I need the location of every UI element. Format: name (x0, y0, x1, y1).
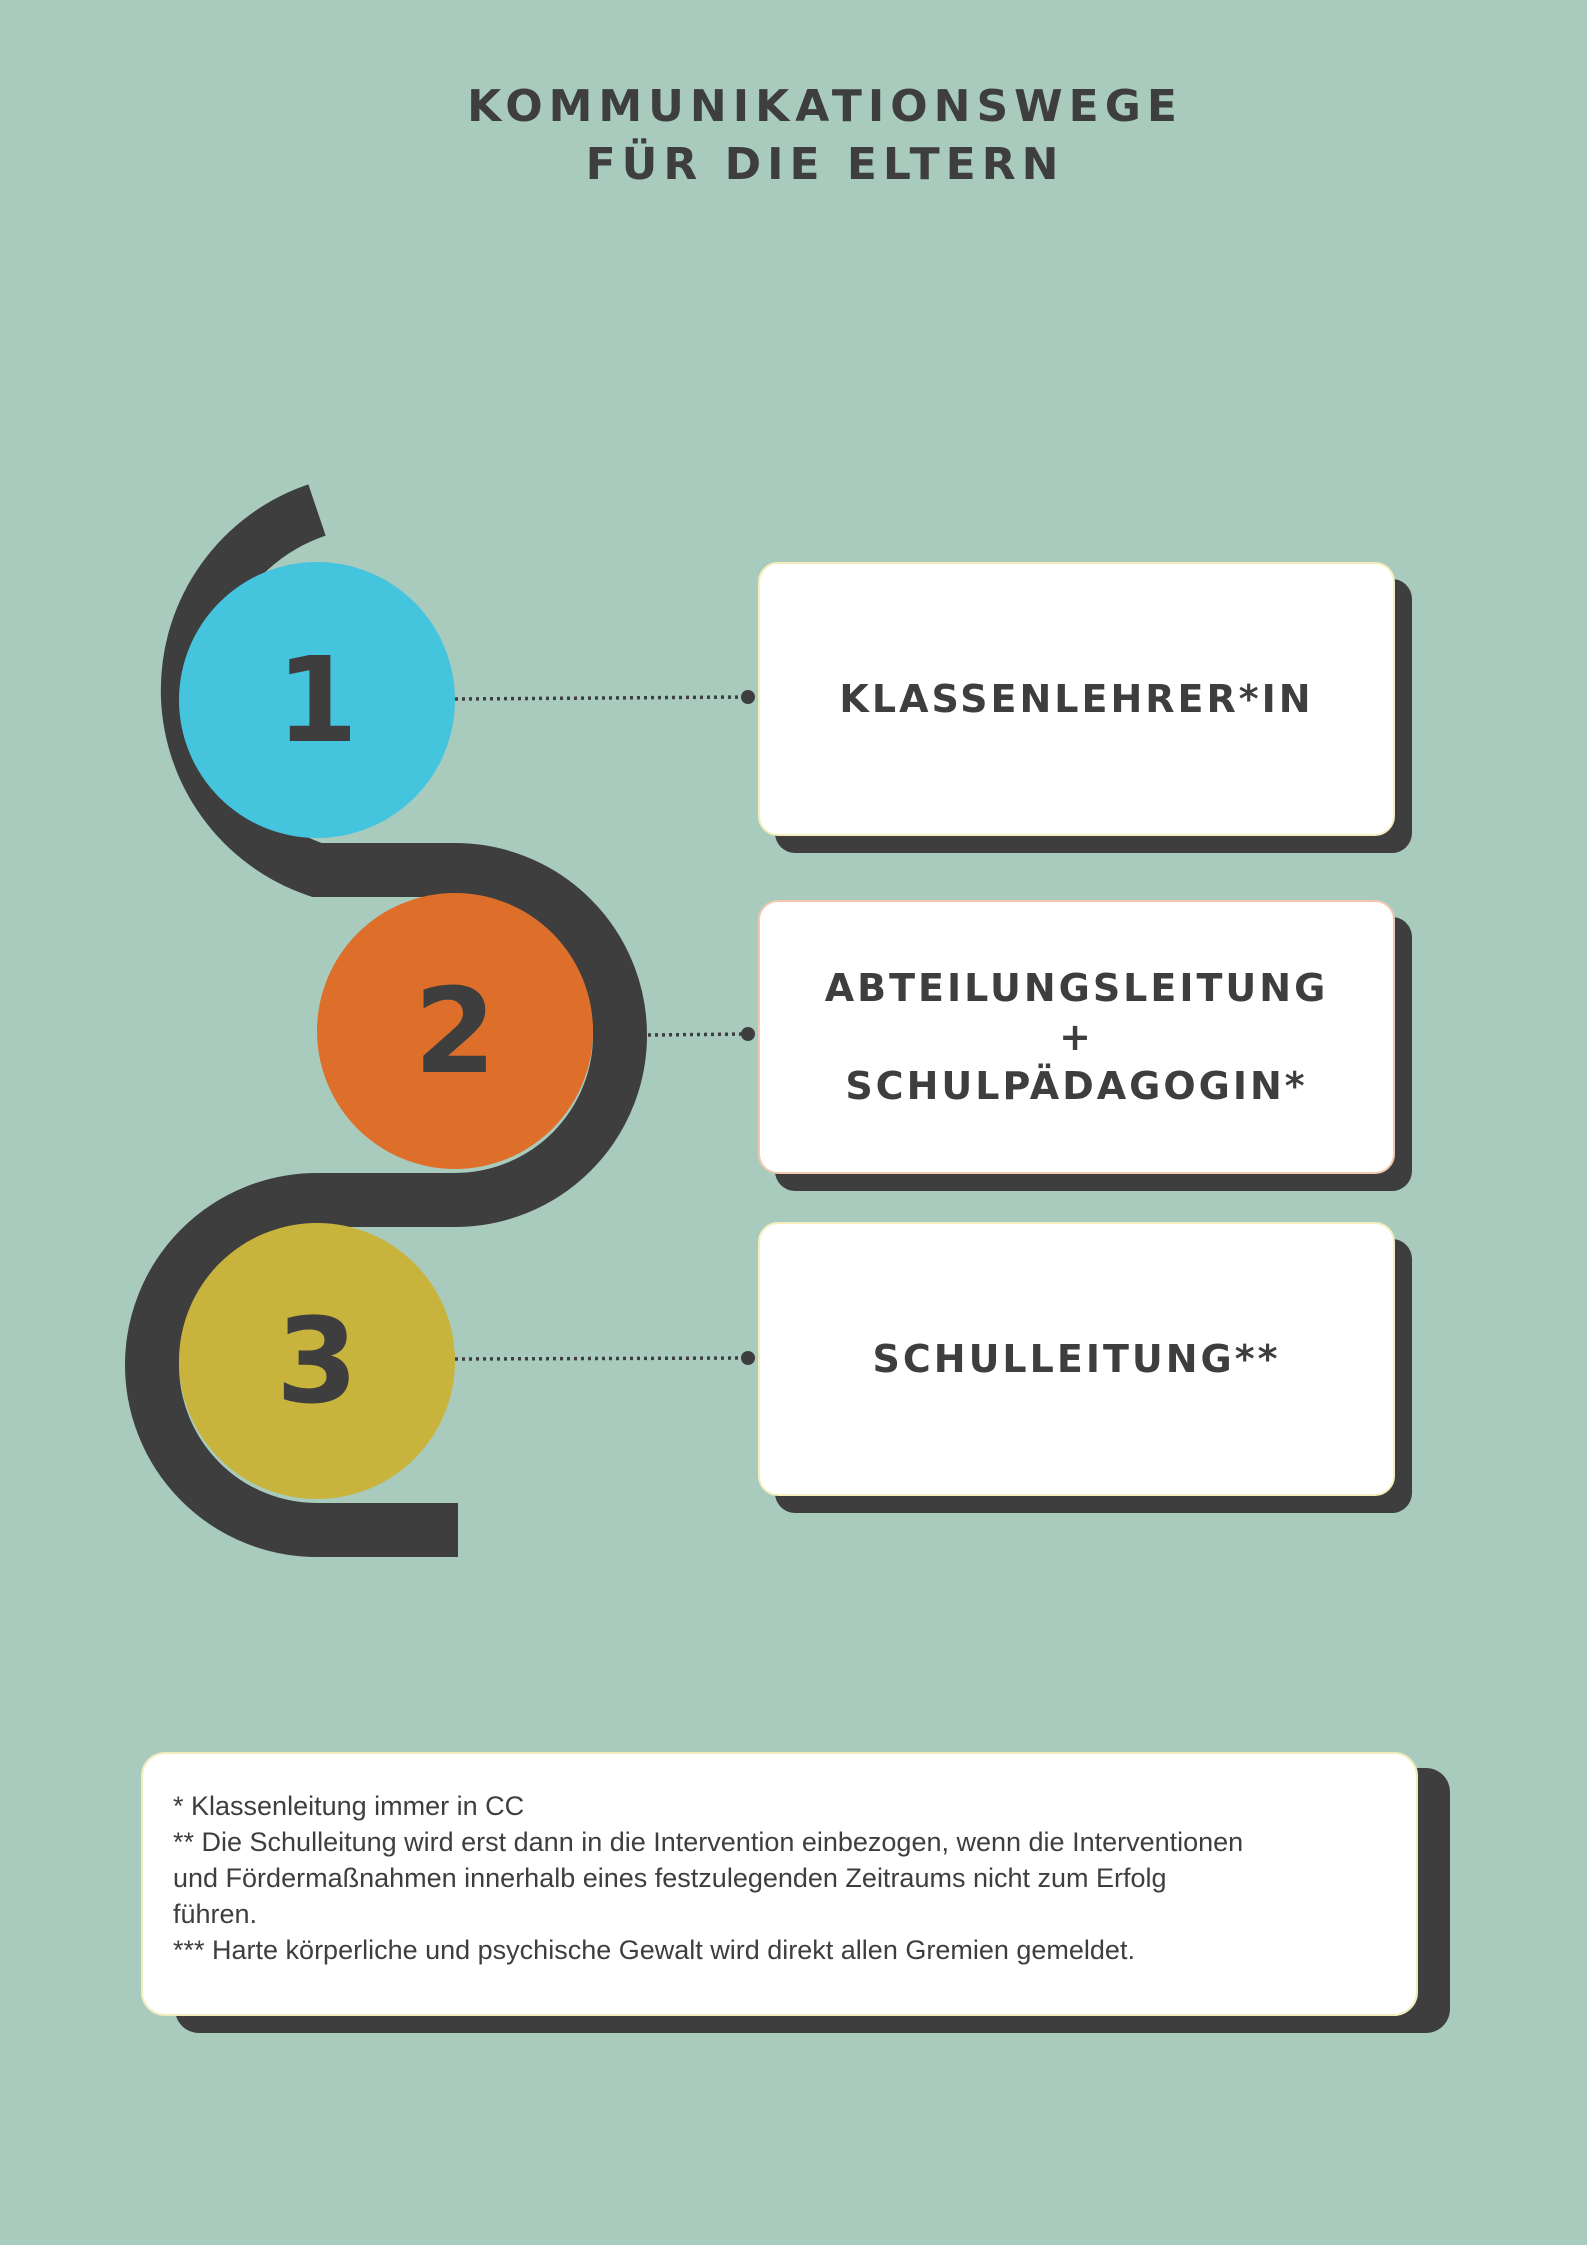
step-card-1 (758, 562, 1395, 836)
step-label-2-line-3: SCHULPÄDAGOGIN* (845, 1063, 1308, 1108)
title-line-2: FÜR DIE ELTERN (585, 139, 1065, 190)
step-number-1: 1 (275, 631, 359, 769)
connector-line-3 (455, 1358, 748, 1359)
notes-box (141, 1752, 1418, 2016)
connector-line-1 (455, 697, 748, 699)
note-line-1: * Klassenleitung immer in CC (173, 1791, 525, 1821)
connector-dot-1 (741, 690, 755, 704)
note-line-4: führen. (173, 1899, 258, 1929)
step-number-2: 2 (413, 962, 497, 1100)
step-card-2 (758, 900, 1395, 1174)
step-label-2-line-2: + (1059, 1014, 1094, 1059)
step-card-3 (758, 1222, 1395, 1496)
title-line-1: KOMMUNIKATIONSWEGE (467, 81, 1183, 132)
note-line-3: und Fördermaßnahmen innerhalb eines festzulegenden Zeitraums nicht zum Erfolg (173, 1863, 1167, 1893)
step-label-2-line-1: ABTEILUNGSLEITUNG (824, 965, 1329, 1010)
step-label-1: KLASSENLEHRER*IN (839, 676, 1314, 721)
connector-line-2 (648, 1034, 748, 1035)
note-line-5: *** Harte körperliche und psychische Gewalt wird direkt allen Gremien gemeldet. (173, 1935, 1135, 1965)
connector-dot-3 (741, 1351, 755, 1365)
note-line-2: ** Die Schulleitung wird erst dann in die Intervention einbezogen, wenn die Interventionen (173, 1827, 1244, 1857)
connector-dot-2 (741, 1027, 755, 1041)
step-label-3: SCHULLEITUNG** (872, 1336, 1281, 1381)
step-number-3: 3 (275, 1292, 359, 1430)
